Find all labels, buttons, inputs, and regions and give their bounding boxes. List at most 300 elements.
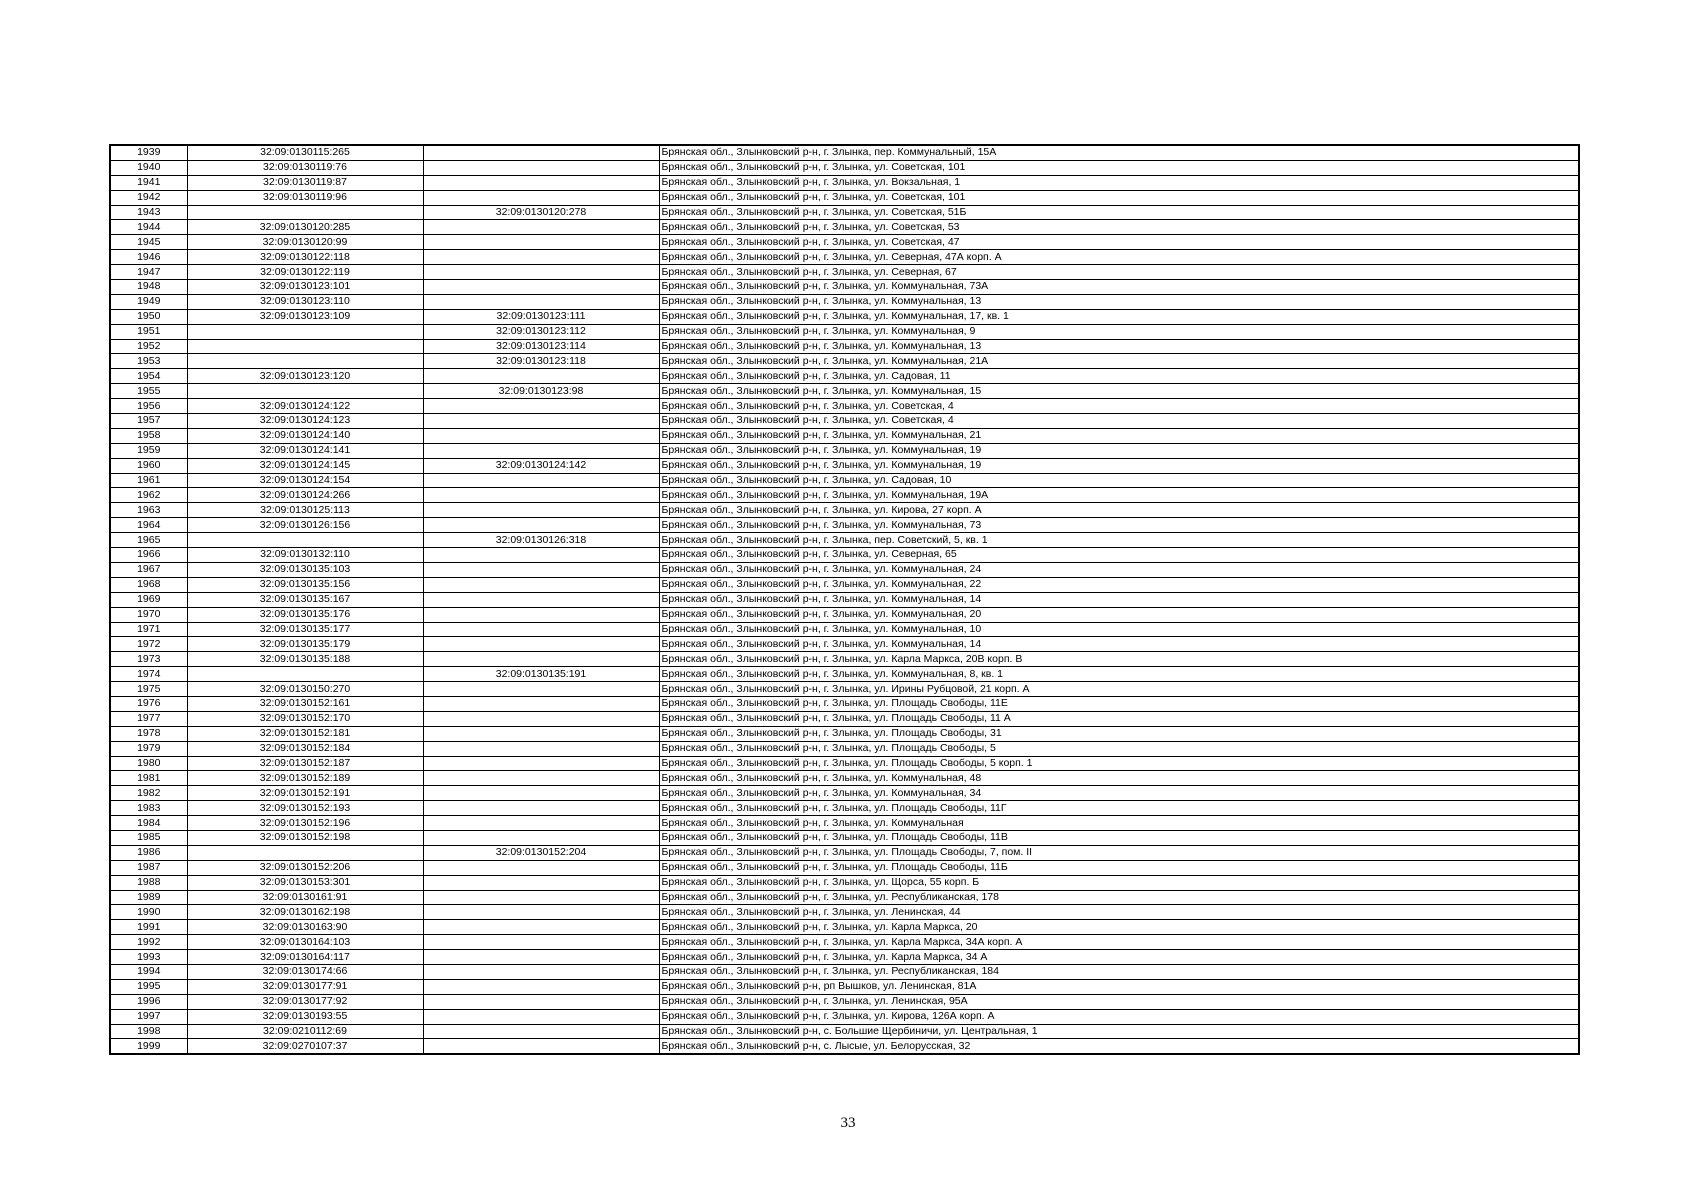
row-number-cell: 1956 xyxy=(110,399,187,414)
table-row xyxy=(110,548,1579,563)
address-cell: Брянская обл., Злынковский р-н, г. Злынка, ул. Северная, 65 xyxy=(659,548,1579,563)
address-cell: Брянская обл., Злынковский р-н, г. Злынка, ул. Коммунальная, 24 xyxy=(659,562,1579,577)
address-cell: Брянская обл., Злынковский р-н, г. Злынка, ул. Карла Маркса, 34 А xyxy=(659,950,1579,965)
related-cadastral-number-cell xyxy=(423,190,659,205)
cadastral-number-cell xyxy=(187,205,423,220)
table-row xyxy=(110,771,1579,786)
row-number-cell: 1954 xyxy=(110,369,187,384)
table-row xyxy=(110,964,1579,979)
related-cadastral-number-cell xyxy=(423,905,659,920)
table-row xyxy=(110,190,1579,205)
row-number-cell: 1966 xyxy=(110,548,187,563)
address-cell: Брянская обл., Злынковский р-н, г. Злынка, ул. Советская, 4 xyxy=(659,414,1579,429)
related-cadastral-number-cell xyxy=(423,801,659,816)
address-cell: Брянская обл., Злынковский р-н, г. Злынка, ул. Ленинская, 44 xyxy=(659,905,1579,920)
address-cell: Брянская обл., Злынковский р-н, г. Злынка, ул. Площадь Свободы, 31 xyxy=(659,726,1579,741)
related-cadastral-number-cell xyxy=(423,830,659,845)
cadastral-number-cell: 32:09:0130123:101 xyxy=(187,280,423,295)
table-row xyxy=(110,905,1579,920)
address-cell: Брянская обл., Злынковский р-н, г. Злынка, ул. Коммунальная, 10 xyxy=(659,622,1579,637)
table-row xyxy=(110,309,1579,324)
row-number-cell: 1986 xyxy=(110,845,187,860)
address-cell: Брянская обл., Злынковский р-н, г. Злынка, ул. Советская, 47 xyxy=(659,235,1579,250)
address-cell: Брянская обл., Злынковский р-н, г. Злынка, ул. Коммунальная, 19 xyxy=(659,458,1579,473)
address-cell: Брянская обл., Злынковский р-н, г. Злынка, ул. Коммунальная, 9 xyxy=(659,324,1579,339)
row-number-cell: 1964 xyxy=(110,518,187,533)
cadastral-number-cell: 32:09:0130120:285 xyxy=(187,220,423,235)
cadastral-number-cell: 32:09:0130135:103 xyxy=(187,562,423,577)
table-row xyxy=(110,845,1579,860)
address-cell: Брянская обл., Злынковский р-н, г. Злынка, ул. Коммунальная, 14 xyxy=(659,592,1579,607)
row-number-cell: 1942 xyxy=(110,190,187,205)
address-cell: Брянская обл., Злынковский р-н, г. Злынка, ул. Кирова, 27 корп. А xyxy=(659,503,1579,518)
cadastral-number-cell: 32:09:0130193:55 xyxy=(187,1009,423,1024)
table-row xyxy=(110,414,1579,429)
cadastral-number-cell: 32:09:0130135:156 xyxy=(187,577,423,592)
row-number-cell: 1982 xyxy=(110,786,187,801)
table-row xyxy=(110,354,1579,369)
row-number-cell: 1973 xyxy=(110,652,187,667)
cadastral-number-cell xyxy=(187,533,423,548)
related-cadastral-number-cell xyxy=(423,950,659,965)
cadastral-number-cell: 32:09:0130164:117 xyxy=(187,950,423,965)
address-cell: Брянская обл., Злынковский р-н, г. Злынка, пер. Коммунальный, 15А xyxy=(659,145,1579,160)
address-cell: Брянская обл., Злынковский р-н, г. Злынка, ул. Щорса, 55 корп. Б xyxy=(659,875,1579,890)
table-row xyxy=(110,458,1579,473)
related-cadastral-number-cell xyxy=(423,548,659,563)
cadastral-number-cell: 32:09:0130135:176 xyxy=(187,607,423,622)
cadastral-number-cell: 32:09:0130123:109 xyxy=(187,309,423,324)
related-cadastral-number-cell xyxy=(423,964,659,979)
address-cell: Брянская обл., Злынковский р-н, г. Злынка, ул. Коммунальная, 19 xyxy=(659,443,1579,458)
table-row xyxy=(110,950,1579,965)
address-cell: Брянская обл., Злынковский р-н, г. Злынка, ул. Коммунальная, 19А xyxy=(659,488,1579,503)
address-cell: Брянская обл., Злынковский р-н, г. Злынка, ул. Коммунальная, 20 xyxy=(659,607,1579,622)
row-number-cell: 1983 xyxy=(110,801,187,816)
row-number-cell: 1975 xyxy=(110,682,187,697)
cadastral-number-cell: 32:09:0130125:113 xyxy=(187,503,423,518)
table-row xyxy=(110,503,1579,518)
related-cadastral-number-cell xyxy=(423,443,659,458)
related-cadastral-number-cell xyxy=(423,175,659,190)
address-cell: Брянская обл., Злынковский р-н, г. Злынка, ул. Коммунальная, 34 xyxy=(659,786,1579,801)
table-row xyxy=(110,979,1579,994)
related-cadastral-number-cell: 32:09:0130123:114 xyxy=(423,339,659,354)
cadastral-number-cell: 32:09:0130163:90 xyxy=(187,920,423,935)
address-cell: Брянская обл., Злынковский р-н, с. Большие Щербиничи, ул. Центральная, 1 xyxy=(659,1024,1579,1039)
table-row xyxy=(110,667,1579,682)
row-number-cell: 1972 xyxy=(110,637,187,652)
cadastral-number-cell: 32:09:0130135:167 xyxy=(187,592,423,607)
row-number-cell: 1999 xyxy=(110,1039,187,1054)
row-number-cell: 1978 xyxy=(110,726,187,741)
address-cell: Брянская обл., Злынковский р-н, г. Злынка, ул. Коммунальная, 73 xyxy=(659,518,1579,533)
table-row xyxy=(110,682,1579,697)
related-cadastral-number-cell xyxy=(423,369,659,384)
cadastral-number-cell xyxy=(187,667,423,682)
row-number-cell: 1971 xyxy=(110,622,187,637)
related-cadastral-number-cell xyxy=(423,562,659,577)
table-row xyxy=(110,711,1579,726)
row-number-cell: 1993 xyxy=(110,950,187,965)
related-cadastral-number-cell xyxy=(423,756,659,771)
row-number-cell: 1951 xyxy=(110,324,187,339)
row-number-cell: 1981 xyxy=(110,771,187,786)
row-number-cell: 1976 xyxy=(110,696,187,711)
table-row xyxy=(110,786,1579,801)
address-cell: Брянская обл., Злынковский р-н, г. Злынка, ул. Садовая, 11 xyxy=(659,369,1579,384)
row-number-cell: 1946 xyxy=(110,250,187,265)
row-number-cell: 1968 xyxy=(110,577,187,592)
related-cadastral-number-cell xyxy=(423,220,659,235)
related-cadastral-number-cell xyxy=(423,250,659,265)
row-number-cell: 1957 xyxy=(110,414,187,429)
address-cell: Брянская обл., Злынковский р-н, г. Злынка, ул. Коммунальная, 48 xyxy=(659,771,1579,786)
cadastral-number-cell: 32:09:0130123:110 xyxy=(187,294,423,309)
table-row xyxy=(110,280,1579,295)
table-row xyxy=(110,920,1579,935)
row-number-cell: 1969 xyxy=(110,592,187,607)
cadastral-number-cell: 32:09:0130161:91 xyxy=(187,890,423,905)
cadastral-number-cell: 32:09:0130152:191 xyxy=(187,786,423,801)
row-number-cell: 1945 xyxy=(110,235,187,250)
table-row xyxy=(110,160,1579,175)
cadastral-number-cell: 32:09:0130132:110 xyxy=(187,548,423,563)
table-row xyxy=(110,622,1579,637)
table-row xyxy=(110,294,1579,309)
cadastral-number-cell: 32:09:0130153:301 xyxy=(187,875,423,890)
related-cadastral-number-cell xyxy=(423,682,659,697)
row-number-cell: 1948 xyxy=(110,280,187,295)
related-cadastral-number-cell xyxy=(423,1039,659,1054)
row-number-cell: 1992 xyxy=(110,935,187,950)
row-number-cell: 1943 xyxy=(110,205,187,220)
related-cadastral-number-cell: 32:09:0130123:111 xyxy=(423,309,659,324)
cadastral-number-cell: 32:09:0130150:270 xyxy=(187,682,423,697)
related-cadastral-number-cell xyxy=(423,726,659,741)
address-cell: Брянская обл., Злынковский р-н, г. Злынка, ул. Советская, 101 xyxy=(659,190,1579,205)
address-cell: Брянская обл., Злынковский р-н, г. Злынка, ул. Площадь Свободы, 11Г xyxy=(659,801,1579,816)
cadastral-number-cell: 32:09:0130119:87 xyxy=(187,175,423,190)
related-cadastral-number-cell: 32:09:0130124:142 xyxy=(423,458,659,473)
related-cadastral-number-cell xyxy=(423,652,659,667)
cadastral-number-cell: 32:09:0130115:265 xyxy=(187,145,423,160)
cadastral-number-cell: 32:09:0130123:120 xyxy=(187,369,423,384)
cadastral-number-cell: 32:09:0130135:188 xyxy=(187,652,423,667)
related-cadastral-number-cell: 32:09:0130120:278 xyxy=(423,205,659,220)
row-number-cell: 1950 xyxy=(110,309,187,324)
related-cadastral-number-cell xyxy=(423,1009,659,1024)
table-row xyxy=(110,756,1579,771)
row-number-cell: 1991 xyxy=(110,920,187,935)
related-cadastral-number-cell: 32:09:0130126:318 xyxy=(423,533,659,548)
row-number-cell: 1967 xyxy=(110,562,187,577)
cadastral-number-cell: 32:09:0130152:198 xyxy=(187,830,423,845)
address-cell: Брянская обл., Злынковский р-н, г. Злынка, ул. Садовая, 10 xyxy=(659,473,1579,488)
row-number-cell: 1980 xyxy=(110,756,187,771)
table-row xyxy=(110,741,1579,756)
address-cell: Брянская обл., Злынковский р-н, г. Злынка, ул. Коммунальная, 17, кв. 1 xyxy=(659,309,1579,324)
cadastral-number-cell: 32:09:0210112:69 xyxy=(187,1024,423,1039)
address-cell: Брянская обл., Злынковский р-н, г. Злынка, ул. Ирины Рубцовой, 21 корп. А xyxy=(659,682,1579,697)
table-row xyxy=(110,488,1579,503)
related-cadastral-number-cell xyxy=(423,860,659,875)
cadastral-number-cell: 32:09:0130177:92 xyxy=(187,994,423,1009)
table-row xyxy=(110,1039,1579,1054)
related-cadastral-number-cell: 32:09:0130123:98 xyxy=(423,384,659,399)
table-row xyxy=(110,145,1579,160)
related-cadastral-number-cell xyxy=(423,920,659,935)
address-cell: Брянская обл., Злынковский р-н, г. Злынка, ул. Коммунальная, 15 xyxy=(659,384,1579,399)
row-number-cell: 1960 xyxy=(110,458,187,473)
address-cell: Брянская обл., Злынковский р-н, г. Злынка, ул. Кирова, 126А корп. А xyxy=(659,1009,1579,1024)
cadastral-number-cell: 32:09:0130124:154 xyxy=(187,473,423,488)
related-cadastral-number-cell xyxy=(423,145,659,160)
related-cadastral-number-cell xyxy=(423,592,659,607)
row-number-cell: 1961 xyxy=(110,473,187,488)
address-cell: Брянская обл., Злынковский р-н, г. Злынка, ул. Карла Маркса, 34А корп. А xyxy=(659,935,1579,950)
cadastral-number-cell xyxy=(187,845,423,860)
cadastral-number-cell: 32:09:0130152:170 xyxy=(187,711,423,726)
address-cell: Брянская обл., Злынковский р-н, г. Злынка, ул. Коммунальная, 22 xyxy=(659,577,1579,592)
related-cadastral-number-cell xyxy=(423,428,659,443)
table-row xyxy=(110,801,1579,816)
related-cadastral-number-cell xyxy=(423,816,659,831)
address-cell: Брянская обл., Злынковский р-н, г. Злынка, ул. Площадь Свободы, 11Е xyxy=(659,696,1579,711)
row-number-cell: 1988 xyxy=(110,875,187,890)
row-number-cell: 1953 xyxy=(110,354,187,369)
table-row xyxy=(110,1024,1579,1039)
row-number-cell: 1962 xyxy=(110,488,187,503)
related-cadastral-number-cell xyxy=(423,503,659,518)
table-row xyxy=(110,265,1579,280)
row-number-cell: 1963 xyxy=(110,503,187,518)
row-number-cell: 1985 xyxy=(110,830,187,845)
related-cadastral-number-cell xyxy=(423,935,659,950)
related-cadastral-number-cell xyxy=(423,994,659,1009)
cadastral-number-cell: 32:09:0130152:193 xyxy=(187,801,423,816)
cadastral-number-cell: 32:09:0130119:96 xyxy=(187,190,423,205)
cadastral-number-cell: 32:09:0130119:76 xyxy=(187,160,423,175)
table-row xyxy=(110,175,1579,190)
table-row xyxy=(110,830,1579,845)
row-number-cell: 1997 xyxy=(110,1009,187,1024)
row-number-cell: 1944 xyxy=(110,220,187,235)
cadastral-number-cell: 32:09:0130124:141 xyxy=(187,443,423,458)
address-cell: Брянская обл., Злынковский р-н, г. Злынка, ул. Республиканская, 184 xyxy=(659,964,1579,979)
cadastral-number-cell: 32:09:0130152:196 xyxy=(187,816,423,831)
address-cell: Брянская обл., Злынковский р-н, г. Злынка, пер. Советский, 5, кв. 1 xyxy=(659,533,1579,548)
address-cell: Брянская обл., Злынковский р-н, г. Злынка, ул. Площадь Свободы, 11Б xyxy=(659,860,1579,875)
table-row xyxy=(110,890,1579,905)
table-row xyxy=(110,339,1579,354)
related-cadastral-number-cell xyxy=(423,577,659,592)
cadastral-number-cell: 32:09:0130120:99 xyxy=(187,235,423,250)
table-row xyxy=(110,235,1579,250)
row-number-cell: 1959 xyxy=(110,443,187,458)
table-row xyxy=(110,816,1579,831)
address-cell: Брянская обл., Злынковский р-н, г. Злынка, ул. Коммунальная, 73А xyxy=(659,280,1579,295)
table-row xyxy=(110,473,1579,488)
address-cell: Брянская обл., Злынковский р-н, г. Злынка, ул. Площадь Свободы, 5 xyxy=(659,741,1579,756)
row-number-cell: 1996 xyxy=(110,994,187,1009)
address-cell: Брянская обл., Злынковский р-н, г. Злынка, ул. Коммунальная, 21 xyxy=(659,428,1579,443)
address-cell: Брянская обл., Злынковский р-н, г. Злынка, ул. Коммунальная xyxy=(659,816,1579,831)
row-number-cell: 1989 xyxy=(110,890,187,905)
address-cell: Брянская обл., Злынковский р-н, г. Злынка, ул. Советская, 53 xyxy=(659,220,1579,235)
page-number: 33 xyxy=(840,1115,856,1131)
table-row xyxy=(110,652,1579,667)
related-cadastral-number-cell xyxy=(423,518,659,533)
table-row xyxy=(110,369,1579,384)
cadastral-number-cell: 32:09:0130164:103 xyxy=(187,935,423,950)
address-cell: Брянская обл., Злынковский р-н, г. Злынка, ул. Карла Маркса, 20 xyxy=(659,920,1579,935)
cadastral-number-cell: 32:09:0130152:187 xyxy=(187,756,423,771)
related-cadastral-number-cell xyxy=(423,294,659,309)
related-cadastral-number-cell: 32:09:0130123:112 xyxy=(423,324,659,339)
address-cell: Брянская обл., Злынковский р-н, г. Злынка, ул. Площадь Свободы, 11В xyxy=(659,830,1579,845)
cadastral-number-cell: 32:09:0130122:119 xyxy=(187,265,423,280)
related-cadastral-number-cell: 32:09:0130123:118 xyxy=(423,354,659,369)
related-cadastral-number-cell xyxy=(423,265,659,280)
address-cell: Брянская обл., Злынковский р-н, г. Злынка, ул. Советская, 4 xyxy=(659,399,1579,414)
table-row xyxy=(110,607,1579,622)
cadastral-number-cell xyxy=(187,354,423,369)
cadastral-number-cell: 32:09:0130177:91 xyxy=(187,979,423,994)
related-cadastral-number-cell xyxy=(423,696,659,711)
cadastral-number-cell: 32:09:0130124:140 xyxy=(187,428,423,443)
cadastral-number-cell: 32:09:0130124:122 xyxy=(187,399,423,414)
table-row xyxy=(110,324,1579,339)
table-row xyxy=(110,860,1579,875)
cadastral-number-cell: 32:09:0130124:266 xyxy=(187,488,423,503)
table-row xyxy=(110,533,1579,548)
table-row xyxy=(110,1009,1579,1024)
table-body xyxy=(110,145,1579,1054)
row-number-cell: 1994 xyxy=(110,964,187,979)
address-cell: Брянская обл., Злынковский р-н, рп Вышков, ул. Ленинская, 81А xyxy=(659,979,1579,994)
table-row xyxy=(110,250,1579,265)
address-cell: Брянская обл., Злынковский р-н, г. Злынка, ул. Советская, 101 xyxy=(659,160,1579,175)
address-cell: Брянская обл., Злынковский р-н, г. Злынка, ул. Коммунальная, 13 xyxy=(659,339,1579,354)
related-cadastral-number-cell xyxy=(423,414,659,429)
cadastral-number-cell xyxy=(187,324,423,339)
table-row xyxy=(110,562,1579,577)
cadastral-table xyxy=(109,144,1580,1055)
row-number-cell: 1941 xyxy=(110,175,187,190)
row-number-cell: 1977 xyxy=(110,711,187,726)
related-cadastral-number-cell xyxy=(423,235,659,250)
related-cadastral-number-cell xyxy=(423,280,659,295)
related-cadastral-number-cell xyxy=(423,875,659,890)
related-cadastral-number-cell xyxy=(423,622,659,637)
related-cadastral-number-cell xyxy=(423,979,659,994)
related-cadastral-number-cell xyxy=(423,1024,659,1039)
related-cadastral-number-cell xyxy=(423,890,659,905)
row-number-cell: 1984 xyxy=(110,816,187,831)
table-row xyxy=(110,994,1579,1009)
address-cell: Брянская обл., Злынковский р-н, г. Злынка, ул. Коммунальная, 21А xyxy=(659,354,1579,369)
row-number-cell: 1949 xyxy=(110,294,187,309)
address-cell: Брянская обл., Злынковский р-н, г. Злынка, ул. Вокзальная, 1 xyxy=(659,175,1579,190)
address-cell: Брянская обл., Злынковский р-н, г. Злынка, ул. Коммунальная, 13 xyxy=(659,294,1579,309)
cadastral-number-cell: 32:09:0270107:37 xyxy=(187,1039,423,1054)
table-row xyxy=(110,696,1579,711)
related-cadastral-number-cell xyxy=(423,399,659,414)
related-cadastral-number-cell xyxy=(423,488,659,503)
cadastral-number-cell: 32:09:0130152:161 xyxy=(187,696,423,711)
related-cadastral-number-cell xyxy=(423,607,659,622)
address-cell: Брянская обл., Злынковский р-н, г. Злынка, ул. Коммунальная, 8, кв. 1 xyxy=(659,667,1579,682)
row-number-cell: 1979 xyxy=(110,741,187,756)
row-number-cell: 1940 xyxy=(110,160,187,175)
cadastral-number-cell: 32:09:0130152:189 xyxy=(187,771,423,786)
cadastral-number-cell: 32:09:0130152:206 xyxy=(187,860,423,875)
address-cell: Брянская обл., Злынковский р-н, г. Злынка, ул. Республиканская, 178 xyxy=(659,890,1579,905)
related-cadastral-number-cell xyxy=(423,771,659,786)
address-cell: Брянская обл., Злынковский р-н, г. Злынка, ул. Советская, 51Б xyxy=(659,205,1579,220)
cadastral-number-cell: 32:09:0130174:66 xyxy=(187,964,423,979)
related-cadastral-number-cell: 32:09:0130152:204 xyxy=(423,845,659,860)
related-cadastral-number-cell xyxy=(423,711,659,726)
table-row xyxy=(110,577,1579,592)
related-cadastral-number-cell xyxy=(423,473,659,488)
table-row xyxy=(110,384,1579,399)
row-number-cell: 1939 xyxy=(110,145,187,160)
related-cadastral-number-cell: 32:09:0130135:191 xyxy=(423,667,659,682)
table-row xyxy=(110,443,1579,458)
address-cell: Брянская обл., Злынковский р-н, г. Злынка, ул. Коммунальная, 14 xyxy=(659,637,1579,652)
cadastral-number-cell: 32:09:0130152:181 xyxy=(187,726,423,741)
cadastral-number-cell: 32:09:0130124:145 xyxy=(187,458,423,473)
row-number-cell: 1995 xyxy=(110,979,187,994)
row-number-cell: 1974 xyxy=(110,667,187,682)
cadastral-number-cell: 32:09:0130162:198 xyxy=(187,905,423,920)
cadastral-number-cell: 32:09:0130122:118 xyxy=(187,250,423,265)
row-number-cell: 1990 xyxy=(110,905,187,920)
table-row xyxy=(110,637,1579,652)
address-cell: Брянская обл., Злынковский р-н, г. Злынка, ул. Площадь Свободы, 7, пом. II xyxy=(659,845,1579,860)
row-number-cell: 1955 xyxy=(110,384,187,399)
address-cell: Брянская обл., Злынковский р-н, г. Злынка, ул. Карла Маркса, 20В корп. В xyxy=(659,652,1579,667)
cadastral-number-cell: 32:09:0130152:184 xyxy=(187,741,423,756)
cadastral-number-cell: 32:09:0130124:123 xyxy=(187,414,423,429)
table-row xyxy=(110,935,1579,950)
related-cadastral-number-cell xyxy=(423,637,659,652)
cadastral-number-cell: 32:09:0130135:177 xyxy=(187,622,423,637)
table-row xyxy=(110,220,1579,235)
related-cadastral-number-cell xyxy=(423,160,659,175)
table-row xyxy=(110,726,1579,741)
row-number-cell: 1965 xyxy=(110,533,187,548)
row-number-cell: 1958 xyxy=(110,428,187,443)
address-cell: Брянская обл., Злынковский р-н, г. Злынка, ул. Площадь Свободы, 5 корп. 1 xyxy=(659,756,1579,771)
row-number-cell: 1947 xyxy=(110,265,187,280)
address-cell: Брянская обл., Злынковский р-н, г. Злынка, ул. Ленинская, 95А xyxy=(659,994,1579,1009)
table-row xyxy=(110,592,1579,607)
cadastral-number-cell: 32:09:0130135:179 xyxy=(187,637,423,652)
address-cell: Брянская обл., Злынковский р-н, г. Злынка, ул. Площадь Свободы, 11 А xyxy=(659,711,1579,726)
row-number-cell: 1998 xyxy=(110,1024,187,1039)
row-number-cell: 1970 xyxy=(110,607,187,622)
address-cell: Брянская обл., Злынковский р-н, с. Лысые, ул. Белорусская, 32 xyxy=(659,1039,1579,1054)
table-row xyxy=(110,875,1579,890)
table-row xyxy=(110,205,1579,220)
address-cell: Брянская обл., Злынковский р-н, г. Злынка, ул. Северная, 47А корп. А xyxy=(659,250,1579,265)
related-cadastral-number-cell xyxy=(423,741,659,756)
table-row xyxy=(110,399,1579,414)
related-cadastral-number-cell xyxy=(423,786,659,801)
